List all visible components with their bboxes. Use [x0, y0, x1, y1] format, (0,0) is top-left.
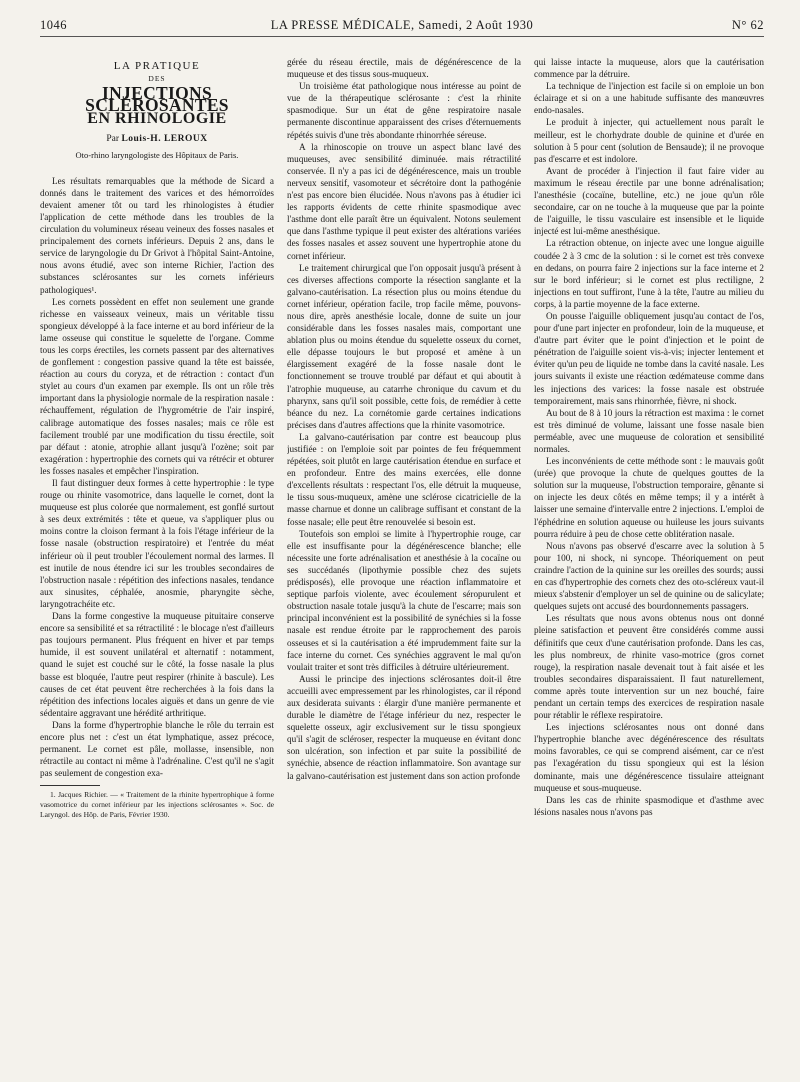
column-3 [534, 56, 764, 1072]
footnote: 1. Jacques Richier. — « Traitement de la rhinite hypertrophique à forme vasomotrice du cornet inférieur par les injections sclérosantes ». Soc. de Laryngol. des Hôp. de Paris, Février 1930. [40, 790, 274, 819]
paragraph: Toutefois son emploi se limite à l'hypertrophie rouge, car elle est insuffisante pour la dégénérescence blanche; elle nécessite une forte adrénalisation et anesthésie à la cocaïne ou ses succédanés (lipothymie possible chez des sujets prédisposés), elle provoque une réaction inflammatoire et septique parfois violente, avec écoulement séropurulent et obstruction nasale totale jusqu'à la chute de l'escarre; mais son principal inconvénient est la possibilité de synéchies si la fosse nasale est rendue étroite par le rapprochement des parois osseuses et si la cautérisation a été imprudemment faite sur la face interne du cornet. Ces synéchies aggravent le mal qu'on voulait traiter et sont très difficiles à détruire ultérieurement. [287, 528, 521, 672]
paragraph: La rétraction obtenue, on injecte avec une longue aiguille coudée 2 à 3 cmc de la solution : si le cornet est très convexe en dedans, on pourra faire 2 injections sur la face interne et 2 sur le bord inférieur; si le cornet est plus rectiligne, 2 injections en tout suffiront, l'une à la tête, l'autre au milieu du corps, à la partie moyenne de la face externe. [534, 238, 764, 309]
column-1 [40, 52, 274, 1072]
paragraph: Le traitement chirurgical que l'on opposait jusqu'à présent à ces diverses affections comporte la résection sanglante et la galvano-cautérisation. La résection plus ou moins étendue du cornet inférieur, opération facile, trop facile même, pouvons-nous dire, après anesthésie locale, donne de suite un jour considérable dans les fosses nasales mais, comportant une ablation plus ou moins étendue du squelette osseux du cornet, elle dépasse toujours le but proposé et amène à un élargissement exagéré de la fosse nasale dont le fonctionnement se trouve troublé par défaut et qui aboutit à l'atrophie muqueuse, au catarrhe chronique du cavum et du pharynx, sans qu'il soit possible, cette fois, de remédier à cette béance du nez. La cornétomie garde certaines indications précises dans d'autres affections que la rhinite vasomotrice. [287, 262, 521, 430]
author-prefix: Par [106, 134, 120, 145]
article-title-line2: EN RHINOLOGIE [87, 110, 227, 128]
paragraph: Il faut distinguer deux formes à cette hypertrophie : le type rouge ou rhinite vasomotrice, dans laquelle le cornet, dont la muqueuse est plus colorée que normalement, est gonflé surtout à ses deux extrémités : tête et queue, va s'appliquer plus ou moins contre la cloison fermant à la fois l'étage inférieur de la fosse nasale (obstruction respiratoire) et l'entrée du méat inférieur où il peut troubler l'écoulement normal des larmes. Il est inutile de nous étendre ici sur les troubles secondaires de l'obstruction nasale : répétition des infections nasales, tendance aux sinusites, céphalée, anosmie, pharyngite sèche, laryngotrachéite etc. [40, 478, 274, 609]
author-line [40, 133, 274, 145]
author-name: Louis-H. LEROUX [121, 134, 208, 145]
paragraph: Dans la forme d'hypertrophie blanche le rôle du terrain est encore plus net : c'est un état lymphatique, assez précoce, permanent. Le cornet est pâle, mollasse, insensible, non rétractile au contact ni même à l'adrénaline. C'est qu'il ne s'agit pas seulement de congestion exa- [40, 719, 274, 779]
paragraph: La galvano-cautérisation par contre est beaucoup plus justifiée : on l'emploie soit par pointes de feu fréquemment répétées, soit plutôt en large cautérisation étendue en surface et en profondeur. Entre des mains exercées, elle donne d'excellents résultats : respectant l'os, elle détruit la muqueuse, le tissu sous-muqueux, amène une sclérose cicatricielle de la masse charnue et donne un calibrage suffisant et constant de la fosse nasale; elle peut être renouvelée si besoin est. [287, 431, 521, 527]
paragraph: Au bout de 8 à 10 jours la rétraction est maxima : le cornet est très diminué de volume, laissant une fosse nasale bien perméable, avec une muqueuse de coloration et sensibilité normales. [534, 407, 764, 454]
footnote-rule [40, 785, 100, 786]
paragraph: Dans la forme congestive la muqueuse pituitaire conserve encore sa sensibilité et sa rétractilité : le blocage n'est d'ailleurs pas toujours permanent. Plus fréquent en hiver et par temps humide, il est souvent unilatéral et alternatif : notamment, quand le sujet est couché sur le côté, la fosse nasale la plus basse est bloquée, l'autre peut respirer (rhinite à bascule). Les causes de cet état peuvent être recherchées à la fois dans la répétition des infections locales aiguës et dans un genre de vie sédentaire aggravant une hérédité arthritique. [40, 611, 274, 718]
article-des: DES [148, 74, 166, 84]
paragraph: qui laisse intacte la muqueuse, alors que la cautérisation commence par la détruire. [534, 57, 764, 80]
paragraph: Aussi le principe des injections sclérosantes doit-il être accueilli avec empressement par les rhinologistes, car il répond aux desiderata suivants : élargir d'une manière permanente et durable le diamètre de l'étage inférieur du nez, respecter le squelette osseux, agir exclusivement sur le tissu spongieux qu'il s'agit de scléroser, respecter la muqueuse en évitant donc son ulcération, son infection et par suite la possibilité de synéchie, absence de réaction inflammatoire. Son avantage sur la galvano-cautérisation est justement dans son action profonde [287, 673, 521, 781]
paragraph: Les injections sclérosantes nous ont donné dans l'hypertrophie blanche avec dégénérescence des résultats moins favorables, ce qui se comprend aisément, car ce n'est pas l'exagération du tissu spongieux qui est la lésion dominante, mais une dégénérescence tissulaire atteignant muqueuse et sous-muqueuse. [534, 722, 764, 793]
paragraph: Le produit à injecter, qui actuellement nous paraît le meilleur, est le chorhydrate double de quinine et d'urée en solution à 5 pour cent (solution de Bensaude); il ne provoque pas d'escarre et est indolore. [534, 117, 764, 164]
paragraph: Dans les cas de rhinite spasmodique et d'asthme avec lésions nasales nous n'avons pas [534, 794, 764, 817]
article-title-line1: INJECTIONS SCLÉROSANTES [85, 83, 229, 116]
author-affiliation: Oto-rhino laryngologiste des Hôpitaux de Paris. [75, 149, 239, 160]
paragraph: Avant de procéder à l'injection il faut faire vider au maximum le réseau érectile par une bonne adrénalisation; l'anesthésie (cocaïne, butelline, etc.) ne joue qu'un rôle secondaire, car on ne touche à la muqueuse que par la pointe de l'aiguille, le tissu vasculaire est insensible et le liquide injecté est lui-même anesthésique. [534, 165, 764, 237]
paragraph: gérée du réseau érectile, mais de dégénérescence de la muqueuse et des tissus sous-muqueux. [287, 57, 521, 80]
paragraph: A la rhinoscopie on trouve un aspect blanc lavé des muqueuses, avec sensibilité diminuée. mais rétractilité conservée. Il n'y a pas ici de dégénérescence, mais un trouble nerveux sensitif, vasomoteur et sécrétoire dont la pathogénie n'est pas encore bien élucidée. Nous n'avons pas à étudier ici les rapports évidents de cette rhinite spasmodique avec l'asthme dont elle paraît être un équivalent. Notons seulement que dans l'asthme typique il peut exister des altérations variées des fosses nasales et assez souvent une hypertrophie atone du cornet inférieur. [287, 141, 521, 261]
paragraph: Les inconvénients de cette méthode sont : le mauvais goût (urée) que provoque la chute de quelques gouttes de la solution sur la muqueuse, l'obstruction temporaire, gênante si on injecte les deux côtés en même temps; il y a intérêt à laisser une semaine d'intervalle entre 2 injections. L'emploi de l'éphédrine en solution aqueuse ou huileuse les jours suivants pourra réduire à peu de chose cette oblitération nasale. [534, 456, 764, 539]
paragraph: On pousse l'aiguille obliquement jusqu'au contact de l'os, pour d'une part injecter en profondeur, loin de la muqueuse, et d'autre part éviter que le point d'injection et le point de pénétration de l'aiguille soient vis-à-vis; injecter lentement et éviter qu'un peu de liquide ne tombe dans la cavité nasale. Les jours suivants il existe une réaction œdémateuse comme dans les injections des varices: la fosse nasale est obstruée temporairement, mais sans rhinorrhée, fièvre, ni shock. [534, 310, 764, 406]
article-title-block [40, 60, 274, 161]
column-2 [287, 56, 521, 1072]
paragraph: Les résultats remarquables que la méthode de Sicard a donnés dans le traitement des varices et des hémorroïdes devaient amener tôt ou tard les rhinologistes à étudier l'application de cette méthode dans les troubles de la circulation du volumineux réseau veineux des fosses nasales et principalement des cornets inférieurs. Depuis 2 ans, dans le service de laryngologie du Dr Grivot à l'hôpital Saint-Antoine, nous avons étudié, avec son interne Richier, l'action des substances sclérosantes sur les cornets inférieurs pathologiques¹. [40, 175, 274, 295]
running-header [40, 14, 764, 37]
paragraph: La technique de l'injection est facile si on emploie un bon éclairage et si on a une habitude suffisante des manœuvres endo-nasales. [534, 81, 764, 116]
paragraph: Les résultats que nous avons obtenus nous ont donné pleine satisfaction et peuvent être considérés comme aussi définitifs que ceux d'une cautérisation profonde. Dans les cas, les plus nombreux, de rhinite vaso-motrice (gros cornet rouge), la respiration nasale devenait tout à fait aisée et les troubles secondaires disparaissaient. Il faut naturellement, comme après toute intervention sur un nez bouché, faire pendant un certain temps des exercices de respiration nasale pour rétablir le réflexe respiratoire. [534, 613, 764, 721]
article-kicker: LA PRATIQUE [113, 60, 201, 72]
issue-number: N° 62 [731, 18, 764, 32]
paragraph: Les cornets possèdent en effet non seulement une grande richesse en vaisseaux veineux, mais un véritable tissu spongieux développé à la face interne et au bord inférieur de la lame osseuse qui constitue le squelette de l'organe. Comme tous les corps érectiles, les cornets passent par des alternatives de gonflement : congestion passive quand la tête est baissée, réaction au cours du coryza, et de rétraction : contact d'un stylet au cours d'un examen par exemple. Ils ont un rôle très important dans la physiologie normale de la respiration nasale : réchauffement, régulation de l'hygrométrie de l'air inspiré, calibrage automatique des fosses nasales; mais ce rôle est facilement troublé par une modification du tissu érectile, soit par défaut : atonie, atrophie allant jusqu'à l'ozène; soit par exagération : hypertrophie des cornets qui va rétrécir et obturer les fosses nasales et empêcher l'inspiration. [40, 296, 274, 476]
journal-title: LA PRESSE MÉDICALE, Samedi, 2 Août 1930 [270, 18, 534, 32]
paragraph: Un troisième état pathologique nous intéresse au point de vue de la thérapeutique sclérosante : c'est la rhinite spasmodique. Sur un état de gêne respiratoire nasale permanente discontinue apparaissent des crises d'éternuements répétés suivis d'une très abondante rhinorrhée séreuse. [287, 81, 521, 140]
paragraph: Nous n'avons pas observé d'escarre avec la solution à 5 pour 100, ni shock, ni syncope. Théoriquement on peut craindre l'action de la quinine sur les oreilles des sourds; aussi en cas d'hypertrophie des cornets chez des oto-scléreux vaut-il mieux s'abstenir d'employer un sel de quinine ou de salicylate; quelques sujets ont accusé des bourdonnements passagers. [534, 540, 764, 612]
page-number: 1046 [40, 18, 67, 32]
